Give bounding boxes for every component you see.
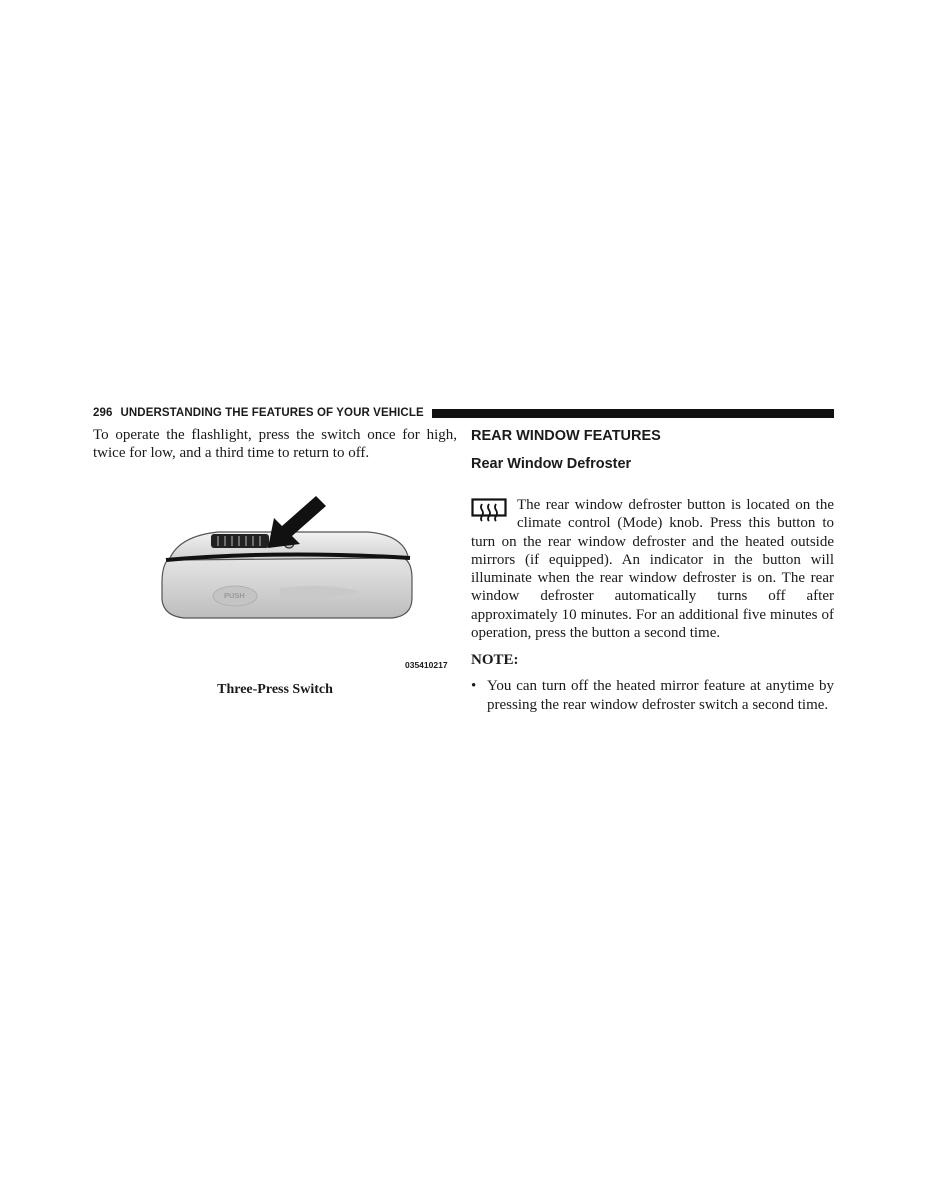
rear-defrost-icon: [471, 498, 507, 522]
page-header: [93, 404, 834, 422]
figure-code: 035410217: [405, 660, 448, 670]
three-press-switch-figure: [140, 488, 455, 673]
figure-caption: Three-Press Switch: [217, 682, 333, 697]
defroster-paragraph-block: [471, 496, 834, 642]
subsection-heading: Rear Window Defroster: [471, 456, 632, 472]
defroster-paragraph: The rear window defroster button is located on the climate control (Mode) knob. Press this button to turn on the rear window defroster and the heated outside mirrors (if equipped). An indicator in the button will illuminate when the rear window defroster is on. The rear window defroster automatically turns off after approximately 10 minutes. For an additional five minutes of operation, press the button a second time.: [471, 497, 834, 642]
note-label: NOTE:: [471, 652, 519, 669]
section-title: UNDERSTANDING THE FEATURES OF YOUR VEHICLE: [120, 407, 424, 419]
page-number: 296: [93, 407, 113, 419]
bullet-icon: •: [471, 678, 477, 695]
push-label: PUSH: [224, 591, 245, 600]
list-item: [471, 677, 834, 714]
header-rule: [432, 409, 834, 418]
bullet-text: You can turn off the heated mirror feature at anytime by pressing the rear window defroster switch a second time.: [487, 678, 834, 713]
flashlight-paragraph: To operate the flashlight, press the switch once for high, twice for low, and a third time to return to off.: [93, 427, 457, 462]
left-column: [93, 426, 457, 463]
section-heading: REAR WINDOW FEATURES: [471, 428, 661, 444]
flashlight-illustration: [140, 488, 455, 673]
right-column: [471, 426, 834, 714]
